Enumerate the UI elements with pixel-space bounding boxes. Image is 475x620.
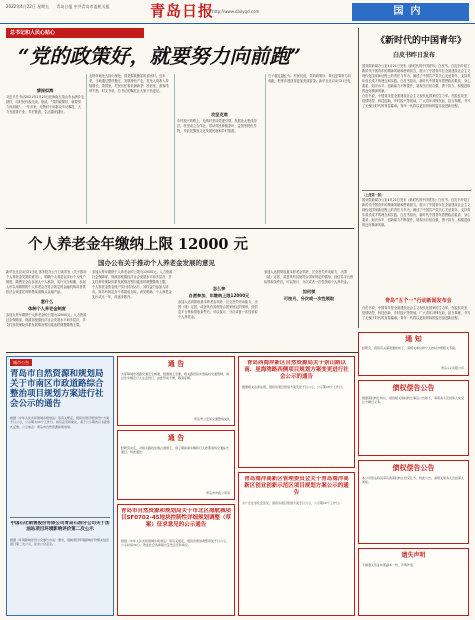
column-tag: 总书记和人民心贴心 xyxy=(6,28,144,38)
pension-col-2 xyxy=(92,270,174,350)
right-story-text-3: 国务院新闻办公室4月21日发布《新时代的中国青年》白皮书。白皮书介绍了新时代中国青年的精神风貌和使命担当，展示了中国青年在全面建设社会主义现代化国家新征程上的责任与作为，阐述了中国共产党关心关爱青年、支持青年成长成才的理念和实践。白皮书指出，新时代中国青年思想政治素质、身心素质、知识水平、创新能力不断提升，展现出自信自强、勇于担当、积极进取的良好精神风貌。 xyxy=(362,198,471,227)
story-text-4: 日子越过越红火。村民们说，党的政策好，我们更要努力向前跑，把家乡建设得更加美丽富饶。新华社北京4月21日电 xyxy=(268,74,351,83)
issue-edition: 青岛日报 中共青岛市委机关报 xyxy=(56,4,110,9)
left-ad-label: 城市公告 xyxy=(10,359,32,366)
notice-sign-3: 青岛××有限公司 xyxy=(440,365,464,370)
pension-sub-2: 怎么参 xyxy=(212,286,226,291)
right-box-title: 青岛“五个一”行动新闻发布会 xyxy=(385,298,452,304)
section-label: 国内 xyxy=(352,3,469,21)
continued-label: （上接第一版） xyxy=(362,193,385,197)
right-story-cont xyxy=(362,193,471,293)
newspaper-logo: 青岛日报 xyxy=(150,2,215,20)
divider xyxy=(362,190,471,191)
westcoast-notice-body: 根据相关法律法规，现将该项目规划方案变更予以公示，公示期10个工作日。 xyxy=(242,385,345,389)
right-story-text-2: 白皮书说，中国青年是全面建设社会主义现代化国家的生力军。在脱贫攻坚、疫情防控、科技创新、乡村振兴等领域，广大青年冲锋在前、担当奉献，书写了无愧于时代的青春篇章。青年一代将以更加昂扬的姿态奋进新征程。 xyxy=(362,94,471,108)
notice-box-3 xyxy=(358,332,469,376)
planning-notice-title: 青岛市自然资源和规划局关于市北区海航城项目SF0702-45地块控制性详细规划调整（草案）征求意见的公示通告 xyxy=(121,508,231,528)
westcoast-notice-title: 青岛西海岸新区自然资源局关于崇山路以南、星海湾路西侧项目规划方案变更进行社会公示的通告 xyxy=(244,360,349,380)
pension-text-2: 参加人每年缴纳个人养老金的上限为12000元。人力资源社会保障部、财政部根据经济社会发展水平和多层次、多支柱养老保险体系发展情况等因素适时调整缴纳上限。 xyxy=(6,313,87,327)
story-text-1: 习近平总书记2021年1月25日在海南五指山市水满乡毛纳村，同村民代表交谈。他说，“党的政策好，就要努力向前跑”。一年多来，毛纳村干部群众牢记嘱托，大力发展茶产业、乡村旅游，生活越来越好。 xyxy=(6,95,84,114)
notice-body-1: 为保障城市道路交通安全畅通，根据施工需要，相关路段将实施临时交通管制，请过往车辆及行人注意绕行，由此带来不便，敬请谅解。 xyxy=(121,371,230,381)
left-ad-title-2: 中国石化销售股份有限公司青岛石油分公司关于加油站项目环境影响评价第二次公示 xyxy=(10,520,110,532)
hightech-notice xyxy=(238,472,355,616)
notice-title-3: 通 知 xyxy=(405,335,422,343)
story-subhead-3: 攻坚克难 xyxy=(211,112,228,117)
hightech-notice-body: 为广泛征求社会意见，现将该项目规划方案予以公示，公示期10个工作日。 xyxy=(242,501,342,505)
notice-box-1 xyxy=(117,356,235,426)
divider xyxy=(10,517,110,518)
pension-text-4: 个人养老金资金账户实行封闭运行，其权益归参加人所有，除另有规定外不得提前支取。意见明确，个人养老金先行试点一年，再逐步推开。 xyxy=(92,285,172,299)
planning-notice xyxy=(117,504,235,616)
right-story xyxy=(362,64,471,186)
right-story-text: 国务院新闻办公室4月21日发布《新时代的中国青年》白皮书。白皮书介绍了新时代中国青年的精神风貌和使命担当，展示了中国青年在全面建设社会主义现代化国家新征程上的责任与作为，阐述了中国共产党关心关爱青年、支持青年成长成才的理念和实践。白皮书指出，新时代中国青年思想政治素质、身心素质、知识水平、创新能力不断提升，展现出自信自强、勇于担当、积极进取的良好精神风貌。 xyxy=(362,64,471,93)
left-ad-title: 青岛市自然资源和规划局关于市南区市政道路综合整治项目规划方案进行社会公示的通告 xyxy=(10,369,104,409)
pension-sub-1b: 体制个人养老金制度 xyxy=(28,306,66,311)
loss-title: 遗失声明 xyxy=(401,552,426,559)
masthead-meta xyxy=(6,4,116,9)
notice-title-1: 通 告 xyxy=(167,360,185,368)
loan-title-1: 债权偿告公告 xyxy=(392,384,435,392)
hightech-notice-title: 青岛海洋高新区管理委员会关于青岛海洋高新区创业创新示范区项目规划方案公示的通告 xyxy=(244,476,349,496)
notice-body-2: 经研究决定，对相关路段实施占道施工，施工期间请车辆和行人按照现场交通标志通行。特此通告。 xyxy=(121,445,230,455)
right-box xyxy=(362,306,471,328)
pension-col-1 xyxy=(6,270,88,350)
left-ad xyxy=(6,356,114,616)
site-url[interactable]: http://www.dailyqd.com xyxy=(212,9,260,14)
divider xyxy=(86,74,87,224)
left-ad-body: 根据《中华人民共和国城乡规划法》等有关规定，现将该项目规划设计方案予以公示，公示期为10个工作日。如有意见和建议，请于公示期内以书面形式反馈。公示地点：青岛市自然资源和规划局。 xyxy=(10,416,110,429)
pension-col-4 xyxy=(264,270,354,350)
loan-title-2: 债权偿告公告 xyxy=(392,464,435,472)
story-text-2: 毛纳村地处五指山深处，曾是黎族聚居的贫困村。近年来，当地通过整村搬迁、发展特色产业，村民人均收入持续增长。茶园里，村民们忙着采摘新茶；民宿里，游客络绎不绝。村支书说，总书记的嘱托让大家干劲更足。 xyxy=(89,74,169,93)
pension-sub-3: 如何领 xyxy=(302,289,316,294)
notice-sign-2: 青岛市市政公用局 xyxy=(205,490,230,495)
pension-sub-2b: 自愿参加，年缴纳上限12000元 xyxy=(188,293,250,298)
loss-notice xyxy=(358,548,469,616)
divider xyxy=(6,228,354,229)
loss-body: 不慎遗失营业执照副本一份，声明作废。 xyxy=(362,562,417,567)
issue-date: 2022年4月22日 星期五 xyxy=(6,4,50,9)
divider xyxy=(358,28,359,328)
loan-notice-1 xyxy=(358,380,469,456)
story-col-2 xyxy=(89,74,171,224)
story-subhead-1: 情深似海 xyxy=(36,88,54,93)
pension-headline: 个人养老金年缴纳上限 12000 元 xyxy=(28,236,249,253)
right-subhead: 白皮书昨日发布 xyxy=(393,52,436,59)
loan-notice-2 xyxy=(358,460,469,544)
divider xyxy=(174,74,175,224)
notice-sign-1: 青岛市公安局交通警察支队 xyxy=(193,416,230,421)
pension-subhead: 国办公布关于推动个人养老金发展的意见 xyxy=(98,259,215,267)
loan-body-2: 本公司依法将其享有的债权转让给受让方，特此公告，请相关债务人及担保人周知。 xyxy=(362,475,465,485)
pension-text-3: 参加人每年缴纳个人养老金的上限为12000元。人力资源社会保障部、财政部根据经济社会发展水平和多层次、多支柱养老保险体系发展情况等因素适时调整缴纳上限。 xyxy=(92,270,173,284)
pension-text-5: 参加人达到领取基本养老金年龄、完全丧失劳动能力、出国（境）定居，或者具有其他符合国家规定的情形，经信息平台核验领取条件后，可以按月、分次或者一次性领取个人养老金。 xyxy=(178,300,258,319)
story-col-4 xyxy=(268,74,353,224)
loan-body-1: 根据债权转让协议，现将相关债权转让事宜公告如下，请债务人及担保人向受让方履行义务。 xyxy=(362,395,465,405)
planning-notice-body: 根据《中华人民共和国城乡规划法》等有关规定，现将该规划调整草案予以公示，公示时间30日。欢迎社会各界提出宝贵意见和建议。 xyxy=(121,539,230,548)
story-col-3 xyxy=(177,74,262,224)
main-headline: “党的政策好，就要努力向前跑” xyxy=(18,44,302,68)
right-box-text: 白皮书说，中国青年是全面建设社会主义现代化国家的生力军。在脱贫攻坚、疫情防控、科技创新、乡村振兴等领域，广大青年冲锋在前、担当奉献，书写了无愧于时代的青春篇章。青年一代将以更加昂扬的姿态奋进新征程。 xyxy=(362,306,471,320)
right-headline: 《新时代的中国青年》 xyxy=(376,36,467,46)
notice-title-2: 通 告 xyxy=(167,434,185,442)
pension-text-6: 参加人达到领取基本养老金年龄、完全丧失劳动能力、出国（境）定居，或者具有其他符合国家规定的情形，经信息平台核验领取条件后，可以按月、分次或者一次性领取个人养老金。 xyxy=(264,270,354,284)
notice-body-3: 经研究，现将有关事项通知如下，请相关单位和个人按时办理相关手续。 xyxy=(362,345,459,350)
story-text-3: 乡村振兴的路上，毛纳村坚持党建引领，发展壮大集体经济。村里成立合作社，带动村民种植茶叶、益智等特色作物，并依托黎族文化发展民宿和乡村旅游。 xyxy=(177,119,257,133)
pension-col-3 xyxy=(178,270,260,350)
notice-box-2 xyxy=(117,430,235,500)
pension-sub-1: 意什么 xyxy=(40,299,54,304)
divider xyxy=(265,74,266,224)
left-ad-body-2: 根据《环境影响评价公众参与办法》要求，现就项目环境影响评价相关信息进行第二次公示，征求公众意见。 xyxy=(10,537,110,547)
pension-text-1: 新华社北京4月21日电 国务院办公厅日前印发《关于推动个人养老金发展的意见》，明确个人养老金实行个人账户制度，缴费完全由参加人个人承担，实行完全积累。参加人可以用缴纳的个人养老金在符合规定的金融机构或者其依法合规委托的销售渠道购买金融产品。 xyxy=(6,270,87,294)
pension-sub-3b: 可按月、分次或一次性领取 xyxy=(283,296,335,301)
westcoast-notice xyxy=(238,356,355,468)
story-col-1 xyxy=(6,74,84,224)
